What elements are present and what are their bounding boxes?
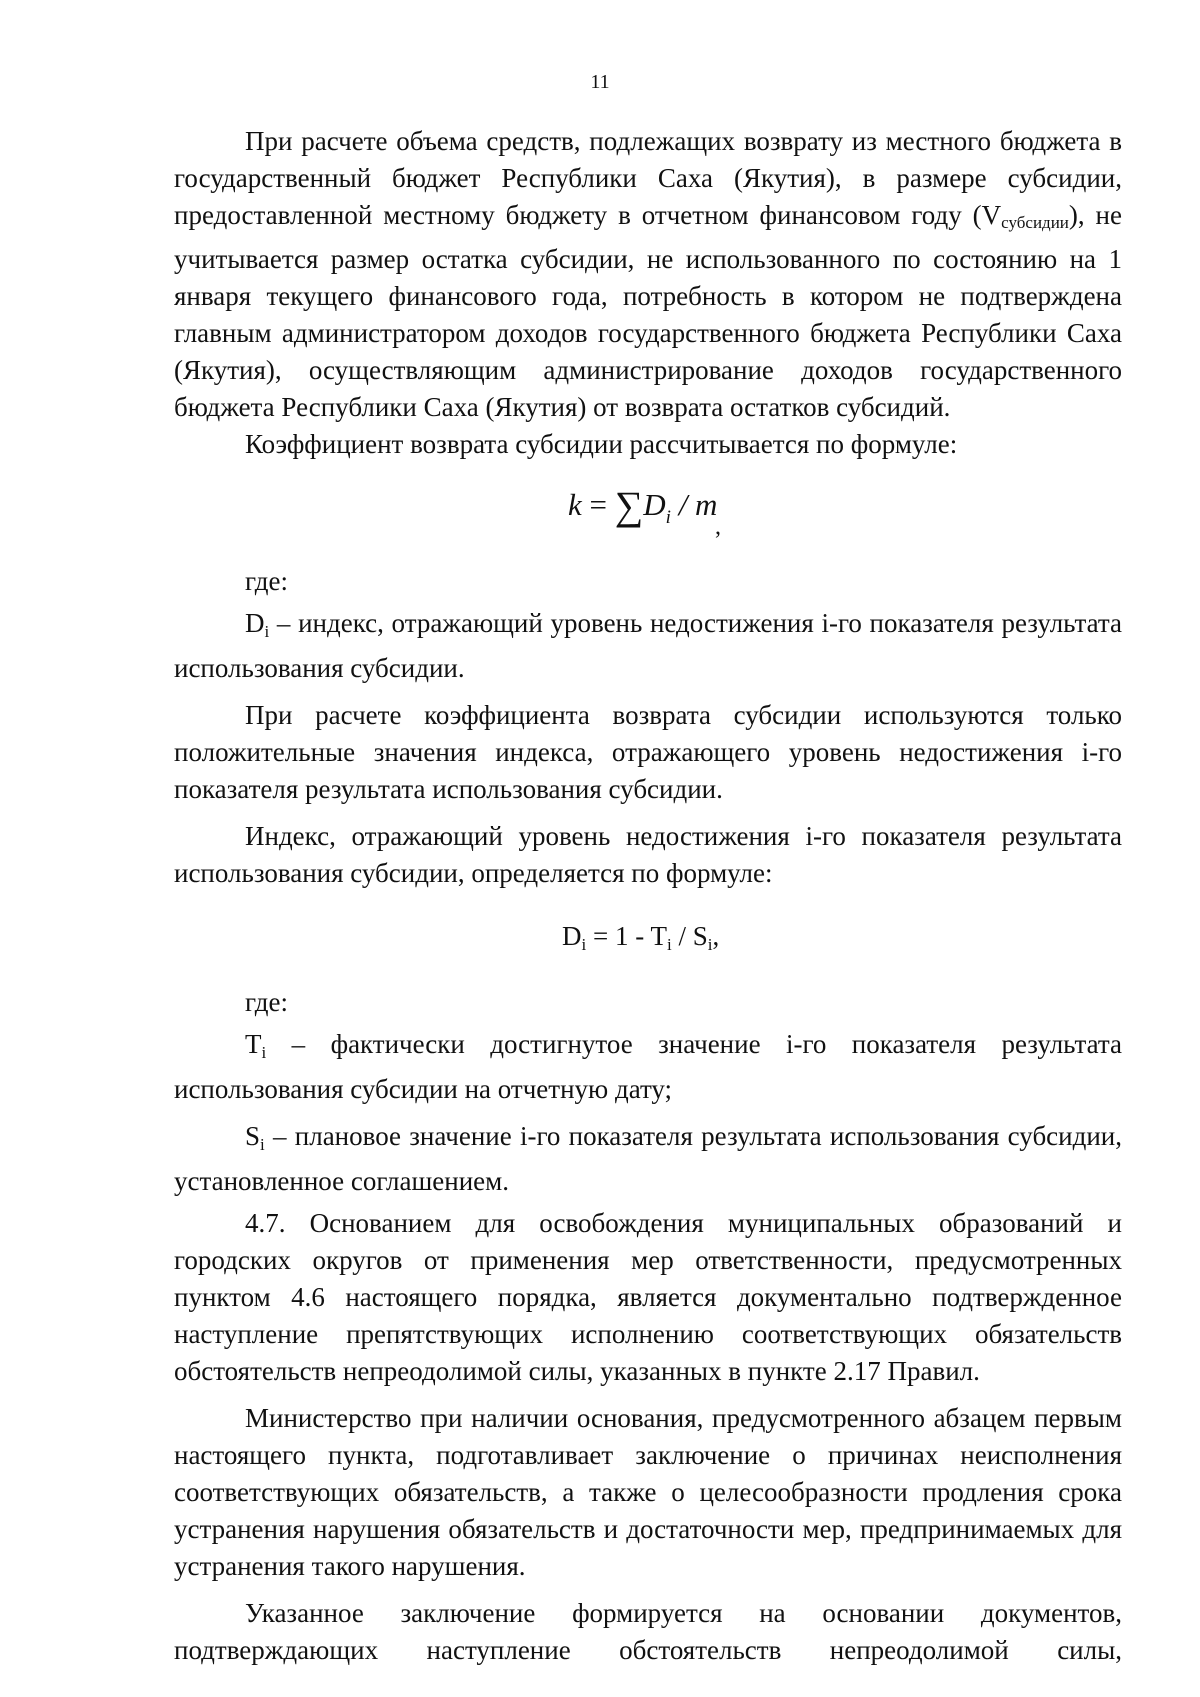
formula-coefficient [174,463,1122,563]
formula-d-subscript: i [665,507,671,528]
paragraph-di-definition [174,605,1122,687]
var-t-subscript: i [261,1043,267,1062]
document-body [174,123,1122,1669]
label-where-2: где: [245,987,288,1017]
paragraph-ti-definition [174,1026,1122,1108]
formula-comma: , [712,921,720,951]
formula-s-subscript: i [707,935,713,954]
subscript-subsidy: субсидии [1001,213,1069,232]
var-s: S [245,1121,261,1151]
var-d-subscript: i [264,622,270,641]
formula-d-subscript: i [581,935,587,954]
var-d: D [245,608,265,638]
paragraph-conclusion-formed: Указанное заключение формируется на основании документов, подтверждающих наступление обстоятельств непреодолимой силы, [174,1598,1122,1665]
paragraph-text: При расчете объема средств, подлежащих возврату из местного бюджета в государственный бюджет Республики Саха (Якутия), в размере субсидии, предоставленной местному бюджету в отчетном финансовом году (V [174,126,1122,230]
paragraph-coefficient-intro: Коэффициент возврата субсидии рассчитывается по формуле: [245,429,958,459]
formula-d: D [562,921,582,951]
paragraph-return-volume [174,123,1122,426]
formula-d: D [643,487,666,522]
label-where-1: где: [245,566,288,596]
formula-k: k [568,487,582,522]
paragraph-text: – плановое значение i-го показателя результата использования субсидии, установленное соглашением. [174,1121,1122,1196]
sigma-symbol: ∑ [614,483,644,528]
paragraph-index-intro: Индекс, отражающий уровень недостижения i-го показателя результата использования субсидии, определяется по формуле: [174,821,1122,888]
formula-t-subscript: i [666,935,672,954]
formula-equals: = [581,487,615,522]
var-t: T [245,1029,262,1059]
paragraph-text: ), не учитывается размер остатка субсидии, не использованного по состоянию на 1 января текущего финансового года, потребность в котором не подтверждена главным администратором доходов государственного бюджета Республики Саха (Якутия), осуществляющим администрирование доходов государственного бюджета Республики Саха (Якутия) от возврата остатков субсидий. [174,200,1122,422]
formula-divide-m: / m [670,487,718,522]
paragraph-positive-values: При расчете коэффициента возврата субсидии используются только положительные значения индекса, отражающего уровень недостижения i-го показателя результата использования субсидии. [174,700,1122,804]
paragraph-text: – индекс, отражающий уровень недостижения i-го показателя результата использования субсидии. [174,608,1122,683]
formula-expression [562,918,719,963]
paragraph-ministry-conclusion: Министерство при наличии основания, предусмотренного абзацем первым настоящего пункта, подготавливает заключение о причинах неисполнения соответствующих обязательств, а также о целесообразности продления срока устранения нарушения обязательств и достаточности мер, предпринимаемых для устранения такого нарушения. [174,1403,1122,1581]
paragraph-text: – фактически достигнутое значение i-го показателя результата использования субсидии на отчетную дату; [174,1029,1122,1104]
page-number: 11 [590,71,610,93]
paragraph-4-7: 4.7. Основанием для освобождения муниципальных образований и городских округов от применения мер ответственности, предусмотренных пунктом 4.6 настоящего порядка, является документально подтвержденное наступление препятствующих исполнению соответствующих обязательств обстоятельств непреодолимой силы, указанных в пункте 2.17 Правил. [174,1208,1122,1386]
formula-divide-s: / S [671,921,708,951]
formula-expression [568,483,718,536]
formula-index [174,892,1122,984]
formula-comma: , [715,514,721,540]
var-s-subscript: i [260,1135,265,1154]
paragraph-si-definition [174,1118,1122,1200]
formula-equals-one-minus-t: = 1 - T [586,921,667,951]
